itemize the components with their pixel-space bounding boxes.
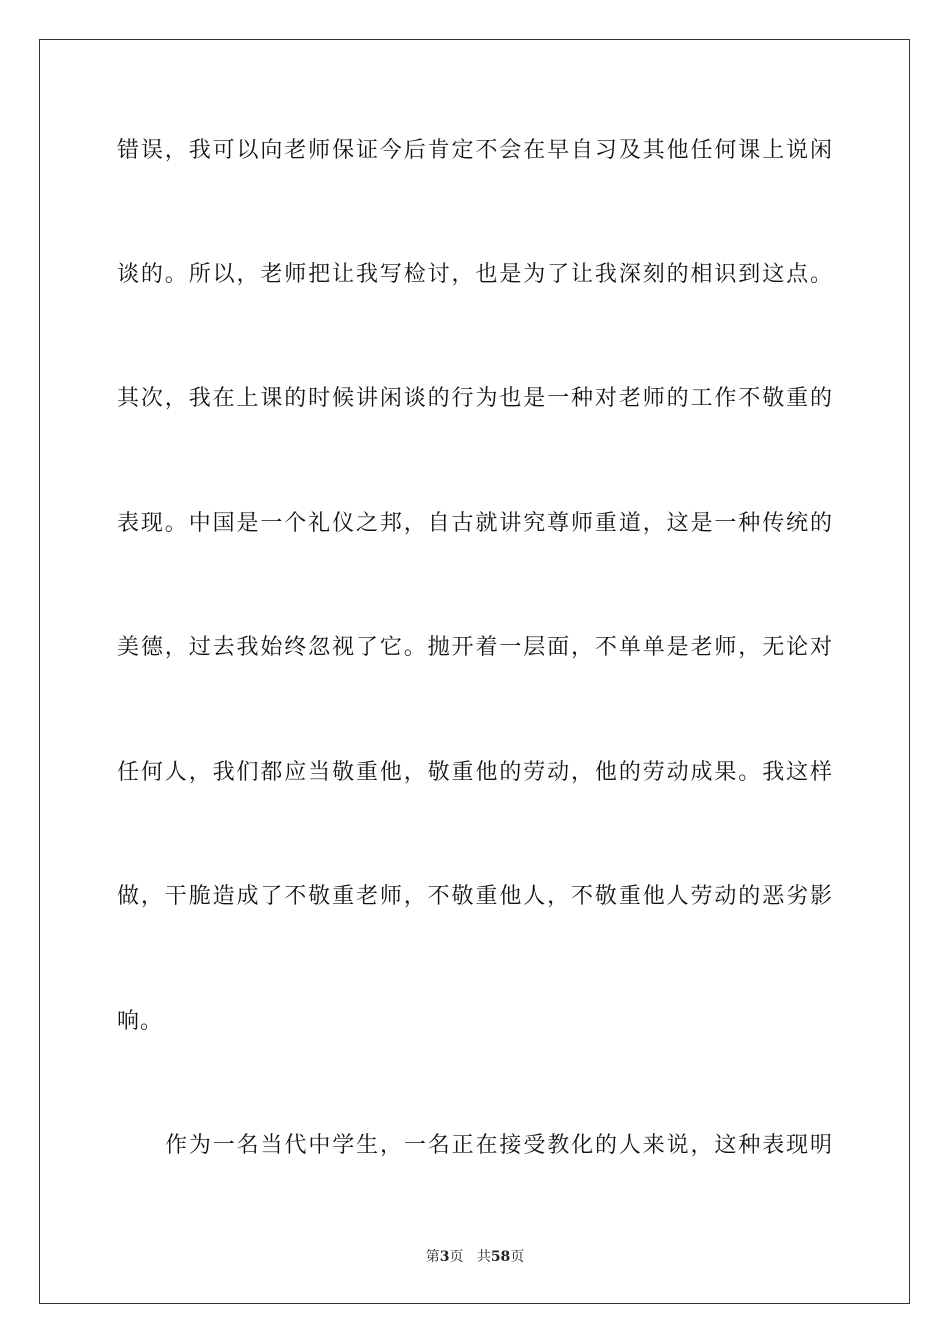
body-text-line-8: 响。 bbox=[117, 1009, 164, 1034]
body-text-line-6: 任何人，我们都应当敬重他，敬重他的劳动，他的劳动成果。我这样 bbox=[117, 760, 833, 785]
body-text-line-5: 美德，过去我始终忽视了它。抛开着一层面，不单单是老师，无论对 bbox=[117, 635, 833, 660]
body-text-line-3: 其次，我在上课的时候讲闲谈的行为也是一种对老师的工作不敬重的 bbox=[117, 386, 833, 411]
body-text-line-1: 错误，我可以向老师保证今后肯定不会在早自习及其他任何课上说闲 bbox=[117, 138, 833, 163]
footer-page-suffix: 页 bbox=[449, 1249, 464, 1265]
paragraph-first-line: 作为一名当代中学生，一名正在接受教化的人来说，这种表现明 bbox=[165, 1133, 833, 1158]
body-text-line-7: 做，干脆造成了不敬重老师，不敬重他人，不敬重他人劳动的恶劣影 bbox=[117, 884, 833, 909]
page-footer bbox=[0, 1248, 950, 1266]
footer-page-number: 3 bbox=[439, 1249, 450, 1265]
footer-page-prefix: 第 bbox=[425, 1249, 440, 1265]
page-border bbox=[39, 39, 910, 1304]
footer-total-suffix: 页 bbox=[510, 1249, 525, 1265]
footer-total-pages: 58 bbox=[490, 1249, 511, 1265]
body-text-line-2: 谈的。所以，老师把让我写检讨，也是为了让我深刻的相识到这点。 bbox=[117, 262, 833, 287]
body-text-line-4: 表现。中国是一个礼仪之邦，自古就讲究尊师重道，这是一种传统的 bbox=[117, 511, 833, 536]
footer-total-prefix: 共 bbox=[476, 1249, 491, 1265]
